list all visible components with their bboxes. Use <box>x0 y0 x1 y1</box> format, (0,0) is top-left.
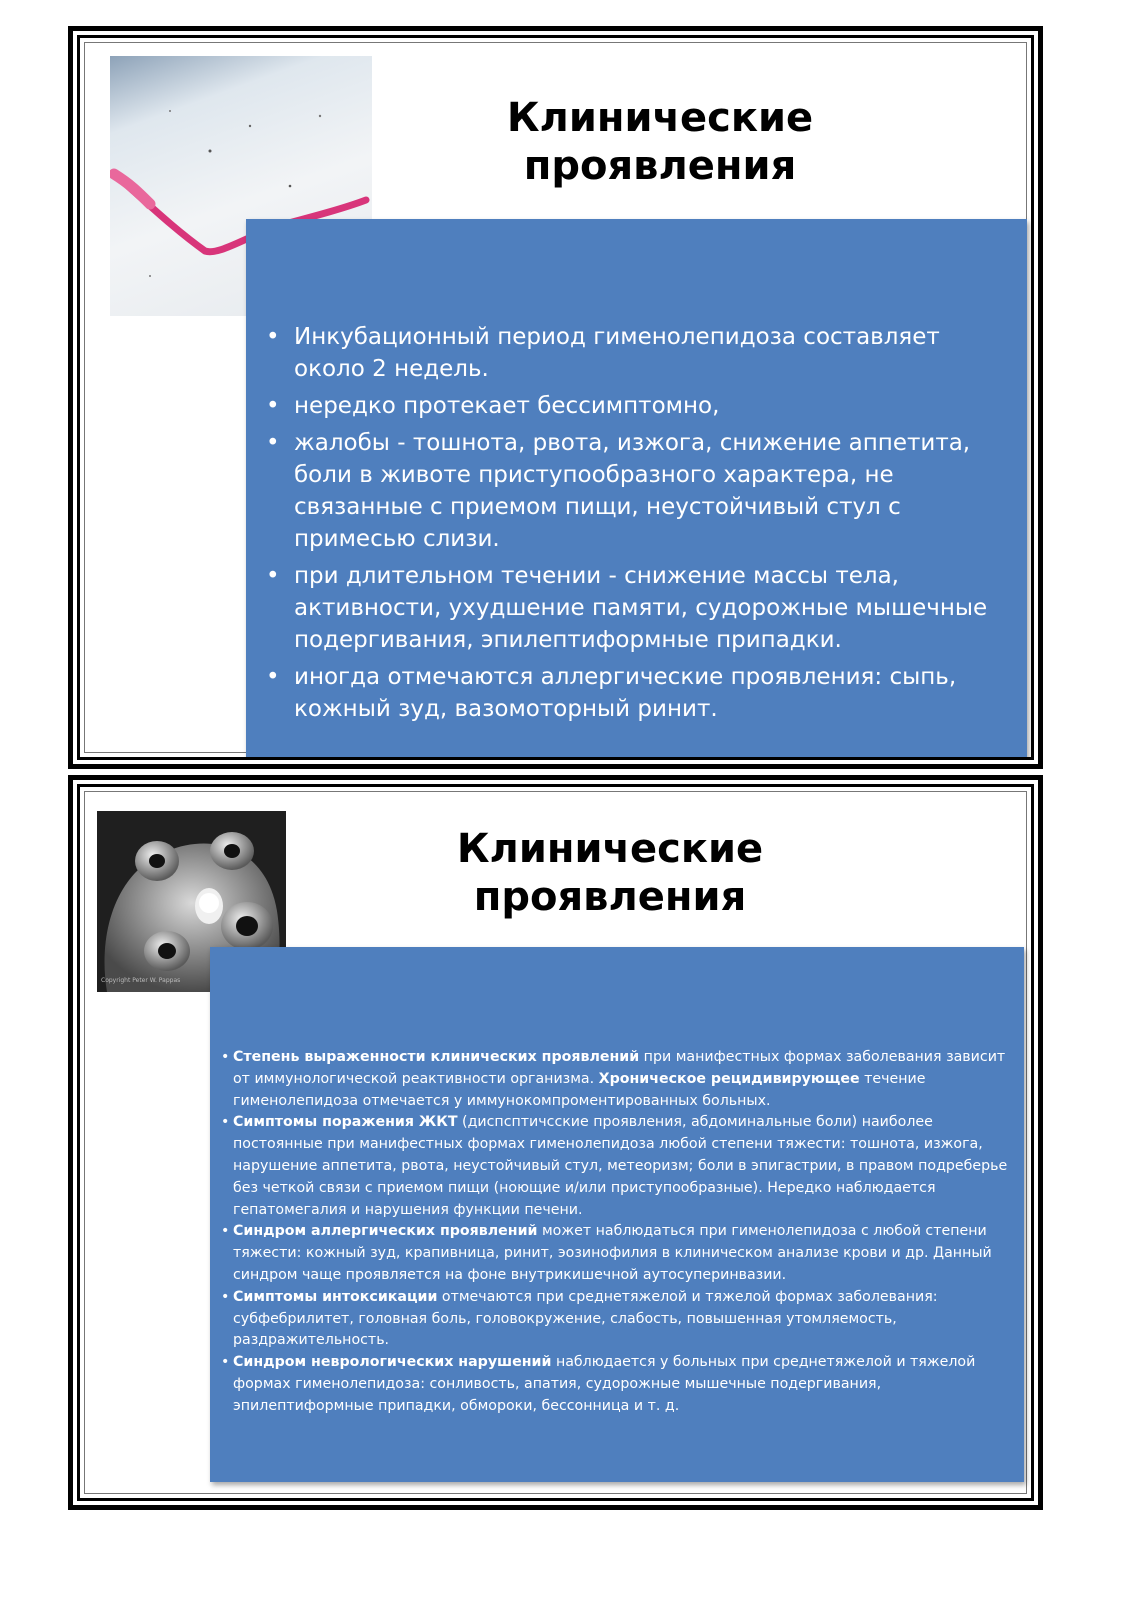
list-item: • Синдром неврологических нарушений наблюдается у больных при среднетяжелой и тяжелой формах гименолепидоза: сонливость, апатия, судорожные мышечные подергивания, эпилептиформные припадки, обмороки, бессонница и т. д. <box>221 1352 1011 1417</box>
bullet-list <box>266 321 1016 730</box>
list-item: • при длительном течении - снижение массы тела, активности, ухудшение памяти, судорожные мышечные подергивания, эпилептиформные припадки. <box>266 560 1016 656</box>
bullet-list <box>221 1047 1011 1418</box>
content-panel <box>210 947 1024 1482</box>
list-item: • Степень выраженности клинических проявлений при манифестных формах заболевания зависит от иммунологической реактивности организма. Хроническое рецидивирующее течение гименолепидоза отмечается у иммунокомпроментированных больных. <box>221 1047 1011 1112</box>
list-item: • иногда отмечаются аллергические проявления: сыпь, кожный зуд, вазомоторный ринит. <box>266 661 1016 725</box>
list-item: • Симптомы поражения ЖКТ (диспсптичсские проявления, абдоминальные боли) наиболее постоянные при манифестных формах гименолепидоза любой степени тяжести: тошнота, изжога, нарушение аппетита, рвота, неустойчивый стул, метеоризм; боли в эпигастрии, в правом подреберье без четкой связи с приемом пищи (ноющие и/или приступообразные). Нередко наблюдается гепатомегалия и нарушения функции печени. <box>221 1112 1011 1221</box>
slide-1 <box>68 26 1043 769</box>
list-item: • нередко протекает бессимптомно, <box>266 390 1016 422</box>
slide-1-frame <box>77 35 1034 760</box>
page-title: Клинические проявления <box>506 95 814 189</box>
list-item: • Синдром аллергических проявлений может наблюдаться при гименолепидоза с любой степени тяжести: кожный зуд, крапивница, ринит, эозинофилия в клиническом анализе крови и др. Данный синдром чаще проявляется на фоне внутрикишечной аутосуперинвазии. <box>221 1221 1011 1286</box>
page-title: Клинические проявления <box>456 826 764 920</box>
list-item: • Инкубационный период гименолепидоза составляет около 2 недель. <box>266 321 1016 385</box>
content-panel <box>246 219 1027 760</box>
list-item: • Симптомы интоксикации отмечаются при среднетяжелой и тяжелой формах заболевания: субфебрилитет, головная боль, головокружение, слабость, повышенная утомляемость, раздражительность. <box>221 1287 1011 1352</box>
list-item: • жалобы - тошнота, рвота, изжога, снижение аппетита, боли в животе приступообразного характера, не связанные с приемом пищи, неустойчивый стул с примесью слизи. <box>266 427 1016 555</box>
slide-2 <box>68 775 1043 1510</box>
slide-2-frame <box>77 784 1034 1501</box>
svg-text:Copyright Peter W. Pappas: Copyright Peter W. Pappas <box>101 977 181 984</box>
